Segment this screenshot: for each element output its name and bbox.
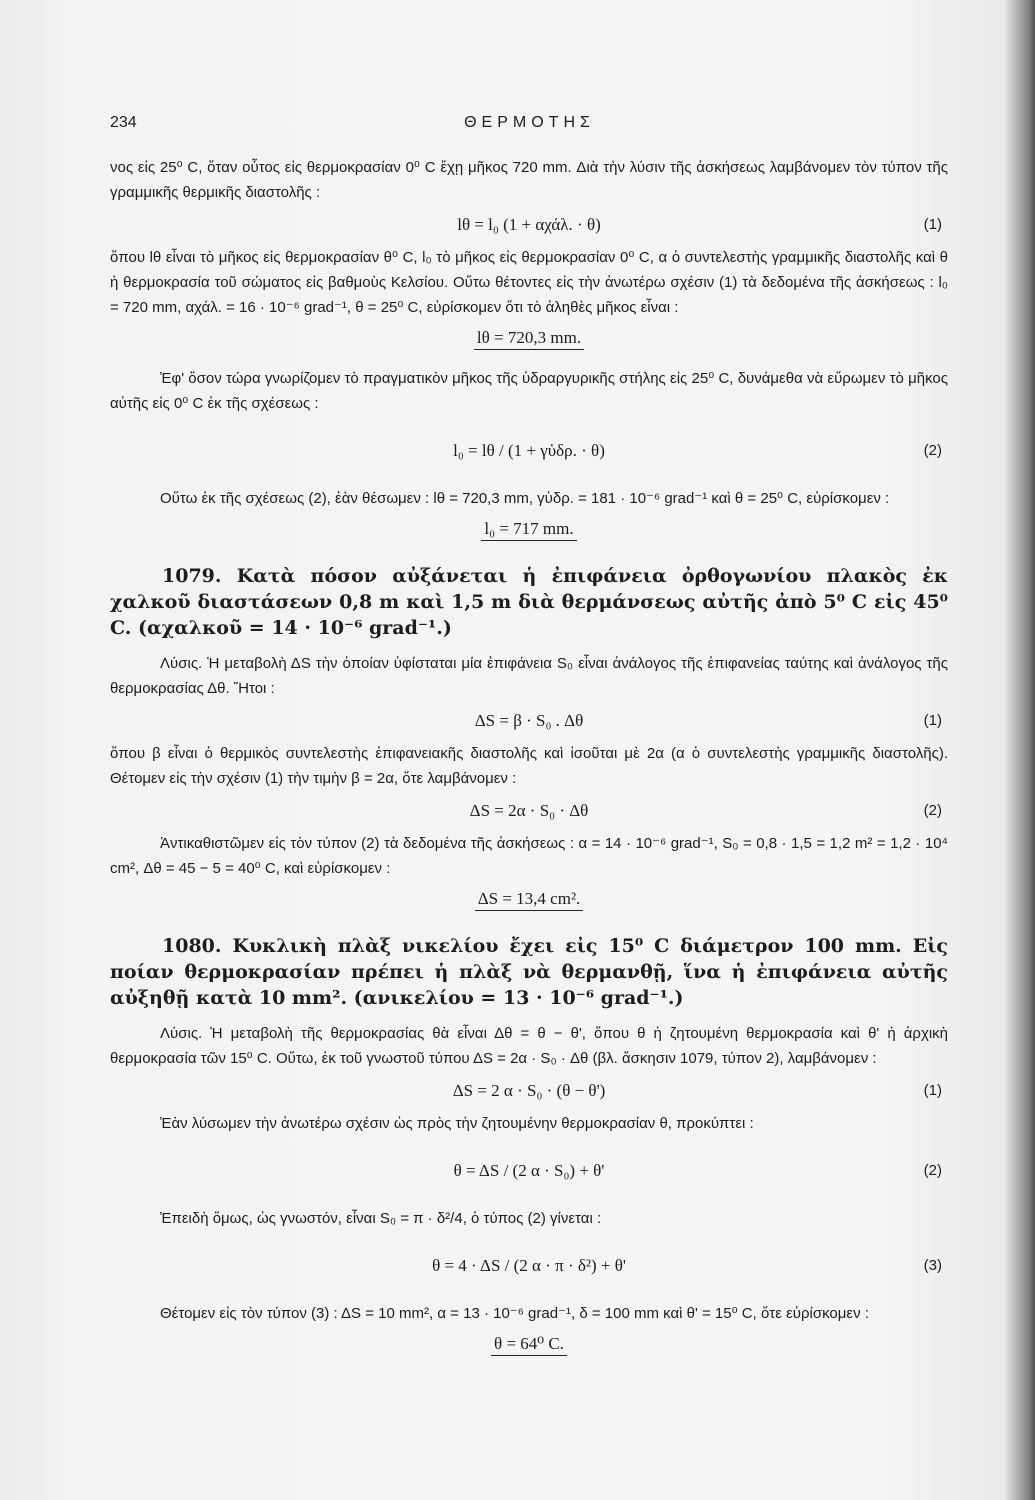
result-line xyxy=(110,511,948,549)
equation-formula: ΔS = β · S₀ . Δθ xyxy=(474,711,584,730)
equation-number: (1) xyxy=(923,216,942,233)
equation-formula: l₀ = lθ / (1 + γὑδρ. · θ) xyxy=(453,441,605,460)
page-header xyxy=(110,114,949,138)
paragraph: Ἐπειδὴ ὅμως, ὡς γνωστόν, εἶναι S₀ = π · δ²/4, ὁ τύπος (2) γίνεται : xyxy=(160,1210,602,1227)
result-value: l₀ = 717 mm. xyxy=(481,518,576,541)
equation-formula: θ = ΔS / (2 α · S₀) + θ' xyxy=(453,1161,605,1180)
equation-formula: θ = 4 · ΔS / (2 α · π · δ²) + θ' xyxy=(432,1256,626,1275)
paragraph: Λύσις. Ἡ μεταβολὴ τῆς θερμοκρασίας θὰ εἶναι Δθ = θ − θ', ὅπου θ ἡ ζητουμένη θερμοκρασία καὶ θ' ἡ ἀρχικὴ θερμοκρασία τῶν 15⁰ C. Οὕτω, ἐκ τοῦ γνωστοῦ τύπου ΔS = 2α · S₀ · Δθ (βλ. ἄσκησιν 1079, τύπον 2), λαμβάνομεν : xyxy=(110,1025,948,1067)
equation xyxy=(110,416,948,486)
running-title: ΘΕΡΜΟΤΗΣ xyxy=(464,114,595,131)
paragraph: ὅπου lθ εἶναι τὸ μῆκος εἰς θερμοκρασίαν θ⁰ C, l₀ τὸ μῆκος εἰς θερμοκρασίαν 0⁰ C, α ὁ συντελεστὴς γραμμικῆς διαστολῆς καὶ θ ἡ θερμοκρασία τοῦ σώματος εἰς βαθμοὺς Κελσίου. Οὕτω θέτοντες εἰς τὴν ἀνωτέρω σχέσιν (1) τὰ δεδομένα τῆς ἀσκήσεως : l₀ = 720 mm, αχάλ. = 16 · 10⁻⁶ grad⁻¹, θ = 25⁰ C, εὑρίσκομεν ὅτι τὸ ἀληθὲς μῆκος εἶναι : xyxy=(110,249,948,316)
equation xyxy=(110,791,948,831)
paragraph: Ἀντικαθιστῶμεν εἰς τὸν τύπον (2) τὰ δεδομένα τῆς ἀσκήσεως : α = 14 · 10⁻⁶ grad⁻¹, S₀ = 0,8 · 1,5 = 1,2 m² = 1,2 · 10⁴ cm², Δθ = 45 − 5 = 40⁰ C, καὶ εὑρίσκομεν : xyxy=(110,835,948,877)
equation-formula: ΔS = 2α · S₀ · Δθ xyxy=(469,801,589,820)
result-line xyxy=(110,881,948,919)
equation-number: (2) xyxy=(923,1162,942,1179)
equation-number: (3) xyxy=(923,1257,942,1274)
paragraph: ὅπου β εἶναι ὁ θερμικὸς συντελεστὴς ἐπιφανειακῆς διαστολῆς καὶ ἰσοῦται μὲ 2α (α ὁ συντελεστὴς γραμμικῆς διαστολῆς). Θέτομεν εἰς τὴν σχέσιν (1) τὴν τιμὴν β = 2α, ὅτε λαμβάνομεν : xyxy=(110,745,948,787)
page-number: 234 xyxy=(110,114,137,131)
paragraph: Λύσις. Ἡ μεταβολὴ ΔS τὴν ὁποίαν ὑφίσταται μία ἐπιφάνεια S₀ εἶναι ἀνάλογος τῆς ἐπιφανείας ταύτης καὶ ἀνάλογος τῆς θερμοκρασίας Δθ. Ἤτοι : xyxy=(110,655,948,697)
result-value: ΔS = 13,4 cm². xyxy=(475,888,584,911)
problem-heading-1079: 1079. Κατὰ πόσον αὐξάνεται ἡ ἐπιφάνεια ὀρθογωνίου πλακὸς ἐκ χαλκοῦ διαστάσεων 0,8 m καὶ 1,5 m διὰ θερμάνσεως αὐτῆς ἀπὸ 5⁰ C εἰς 45⁰ C. (αχαλκοῦ = 14 · 10⁻⁶ grad⁻¹.) xyxy=(110,565,948,639)
equation-number: (2) xyxy=(923,442,942,459)
paragraph: Ἐὰν λύσωμεν τὴν ἀνωτέρω σχέσιν ὡς πρὸς τὴν ζητουμένην θερμοκρασίαν θ, προκύπτει : xyxy=(160,1115,754,1132)
equation-number: (1) xyxy=(923,712,942,729)
problem-heading-1080: 1080. Κυκλικὴ πλὰξ νικελίου ἔχει εἰς 15⁰ C διάμετρον 100 mm. Εἰς ποίαν θερμοκρασίαν πρέπει ἡ πλὰξ νὰ θερμανθῇ, ἵνα ἡ ἐπιφάνεια αὐτῆς αὐξηθῇ κατὰ 10 mm². (ανικελίου = 13 · 10⁻⁶ grad⁻¹.) xyxy=(110,935,948,1009)
paragraph: Θέτομεν εἰς τὸν τύπον (3) : ΔS = 10 mm², α = 13 · 10⁻⁶ grad⁻¹, δ = 100 mm καὶ θ' = 15⁰ C, ὅτε εὑρίσκομεν : xyxy=(160,1305,869,1322)
equation-formula: ΔS = 2 α · S₀ · (θ − θ') xyxy=(452,1081,606,1100)
paragraph: νος εἰς 25⁰ C, ὅταν οὗτος εἰς θερμοκρασίαν 0⁰ C ἔχῃ μῆκος 720 mm. Διὰ τὴν λύσιν τῆς ἀσκήσεως λαμβάνομεν τὸν τύπον τῆς γραμμικῆς θερμικῆς διαστολῆς : xyxy=(110,159,948,201)
result-value: θ = 64⁰ C. xyxy=(491,1333,567,1356)
page-content xyxy=(110,155,948,1364)
equation-formula: lθ = l₀ (1 + αχάλ. · θ) xyxy=(457,215,601,234)
paragraph: Ἐφ' ὅσον τώρα γνωρίζομεν τὸ πραγματικὸν μῆκος τῆς ὑδραργυρικῆς στήλης εἰς 25⁰ C, δυνάμεθα νὰ εὕρωμεν τὸ μῆκος αὐτῆς εἰς 0⁰ C ἐκ τῆς σχέσεως : xyxy=(110,370,948,412)
result-line xyxy=(110,320,948,358)
equation xyxy=(110,1136,948,1206)
equation-number: (2) xyxy=(923,802,942,819)
result-value: lθ = 720,3 mm. xyxy=(474,327,584,350)
equation-number: (1) xyxy=(923,1082,942,1099)
equation xyxy=(110,1071,948,1111)
equation xyxy=(110,205,948,245)
equation xyxy=(110,1231,948,1301)
paragraph: Οὕτω ἐκ τῆς σχέσεως (2), ἐὰν θέσωμεν : lθ = 720,3 mm, γὑδρ. = 181 · 10⁻⁶ grad⁻¹ καὶ θ = 25⁰ C, εὑρίσκομεν : xyxy=(160,490,890,507)
result-line xyxy=(110,1326,948,1364)
equation xyxy=(110,701,948,741)
